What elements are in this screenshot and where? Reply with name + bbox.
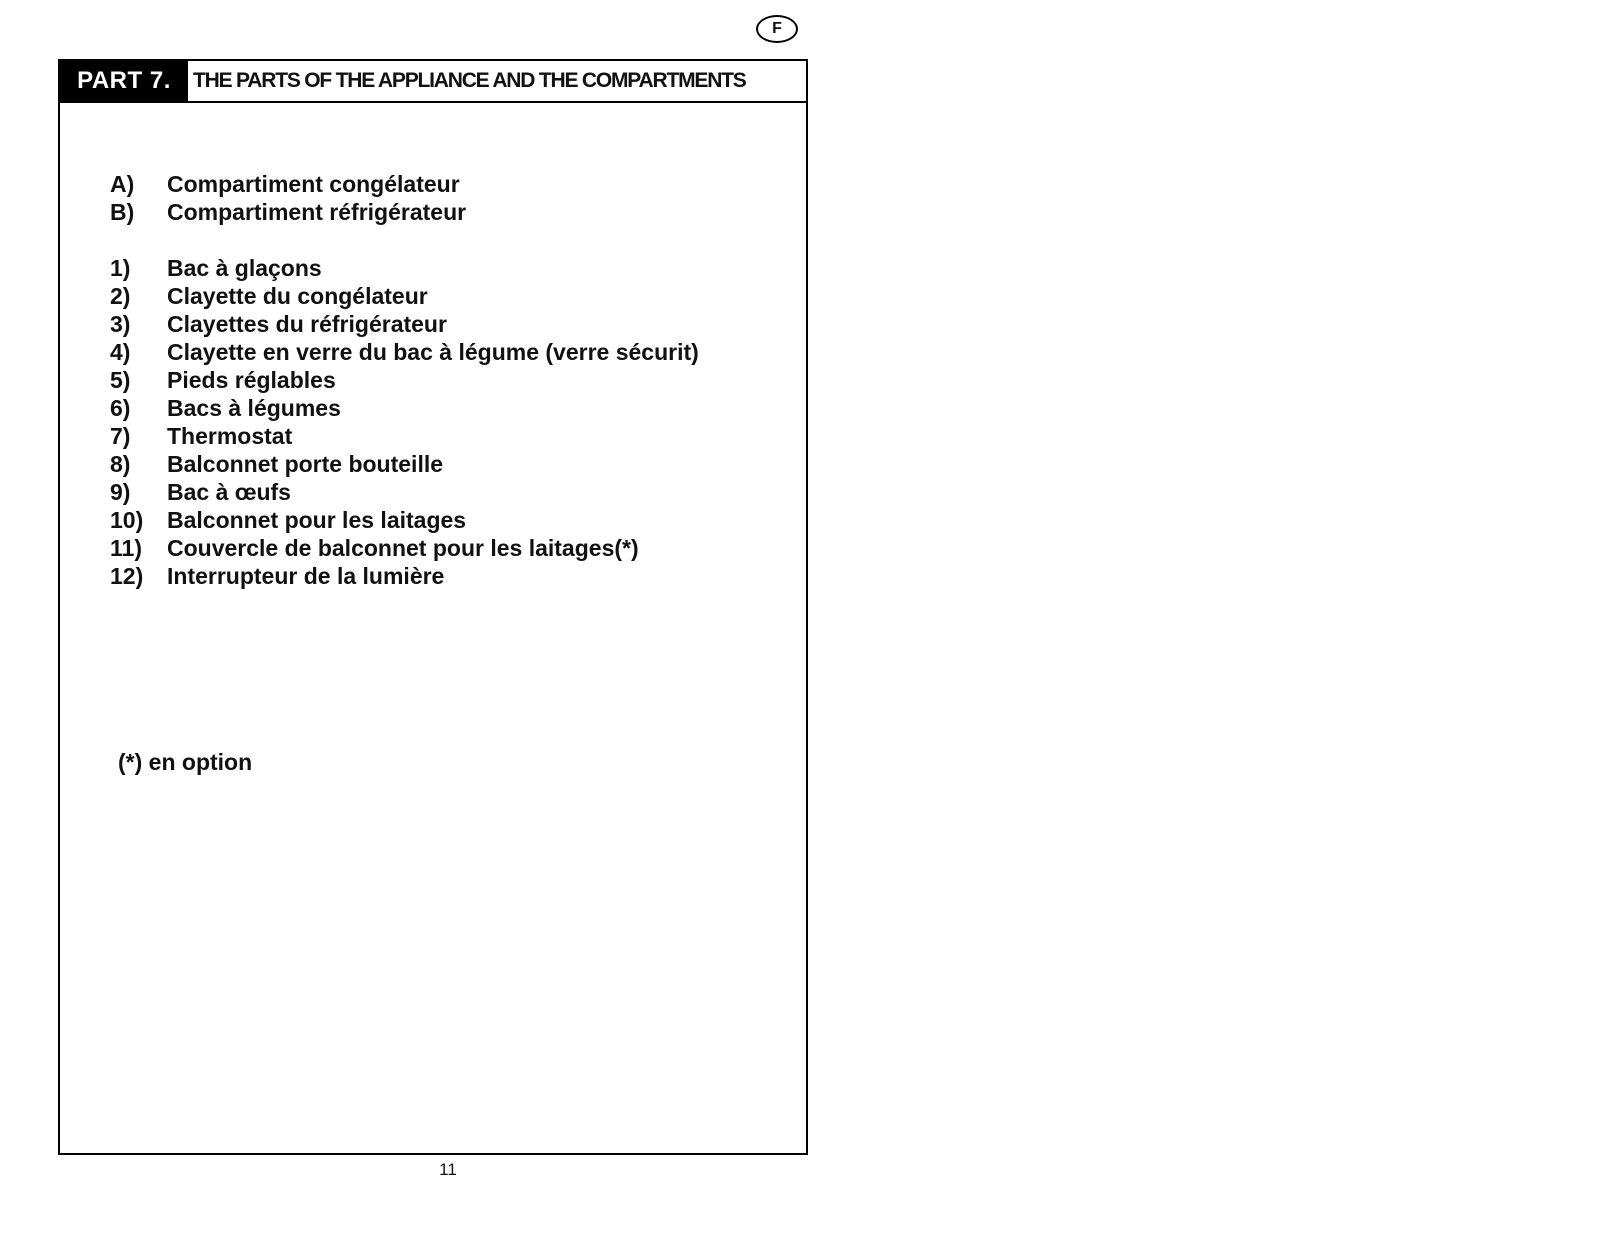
item-label: Compartiment congélateur	[167, 171, 460, 197]
item-key: 11)	[110, 535, 142, 561]
item-key: 10)	[110, 507, 144, 533]
list-item	[110, 450, 699, 478]
parts-list	[110, 254, 699, 590]
item-key: 5)	[110, 367, 131, 393]
item-label: Balconnet pour les laitages	[167, 507, 467, 533]
item-key: 2)	[110, 283, 131, 309]
item-key: A)	[110, 171, 135, 197]
item-label: Clayette en verre du bac à légume (verre sécurit)	[167, 339, 699, 365]
list-item	[110, 366, 699, 394]
section-title: THE PARTS OF THE APPLIANCE AND THE COMPARTMENTS	[193, 69, 746, 92]
item-key: 8)	[110, 451, 131, 477]
item-label: Pieds réglables	[167, 367, 336, 393]
list-item	[110, 310, 699, 338]
list-item	[110, 198, 466, 226]
item-label: Compartiment réfrigérateur	[167, 199, 467, 225]
section-header	[60, 61, 806, 103]
item-label: Couvercle de balconnet pour les laitages(*)	[167, 535, 639, 561]
item-key: 4)	[110, 339, 131, 365]
item-label: Clayette du congélateur	[167, 283, 428, 309]
item-label: Interrupteur de la lumière	[167, 563, 445, 589]
compartment-list	[110, 170, 466, 226]
list-item	[110, 282, 699, 310]
list-item	[110, 394, 699, 422]
list-item	[110, 506, 699, 534]
item-key: 9)	[110, 479, 131, 505]
item-label: Bacs à légumes	[167, 395, 341, 421]
optional-note: (*) en option	[118, 749, 253, 775]
item-label: Bac à œufs	[167, 479, 291, 505]
item-label: Thermostat	[167, 423, 293, 449]
language-badge: F	[756, 15, 798, 43]
item-key: 12)	[110, 563, 144, 589]
list-item	[110, 170, 466, 198]
item-key: 1)	[110, 255, 131, 281]
list-item	[110, 422, 699, 450]
list-item	[110, 338, 699, 366]
item-label: Clayettes du réfrigérateur	[167, 311, 447, 337]
list-item	[110, 562, 699, 590]
item-label: Bac à glaçons	[167, 255, 322, 281]
page-number: 11	[439, 1160, 457, 1179]
item-key: B)	[110, 199, 135, 225]
list-item	[110, 478, 699, 506]
list-item	[110, 534, 699, 562]
list-item	[110, 254, 699, 282]
part-label: PART 7.	[60, 61, 188, 101]
item-label: Balconnet porte bouteille	[167, 451, 444, 477]
item-key: 6)	[110, 395, 131, 421]
content-frame	[58, 59, 808, 1155]
item-key: 7)	[110, 423, 131, 449]
item-key: 3)	[110, 311, 131, 337]
